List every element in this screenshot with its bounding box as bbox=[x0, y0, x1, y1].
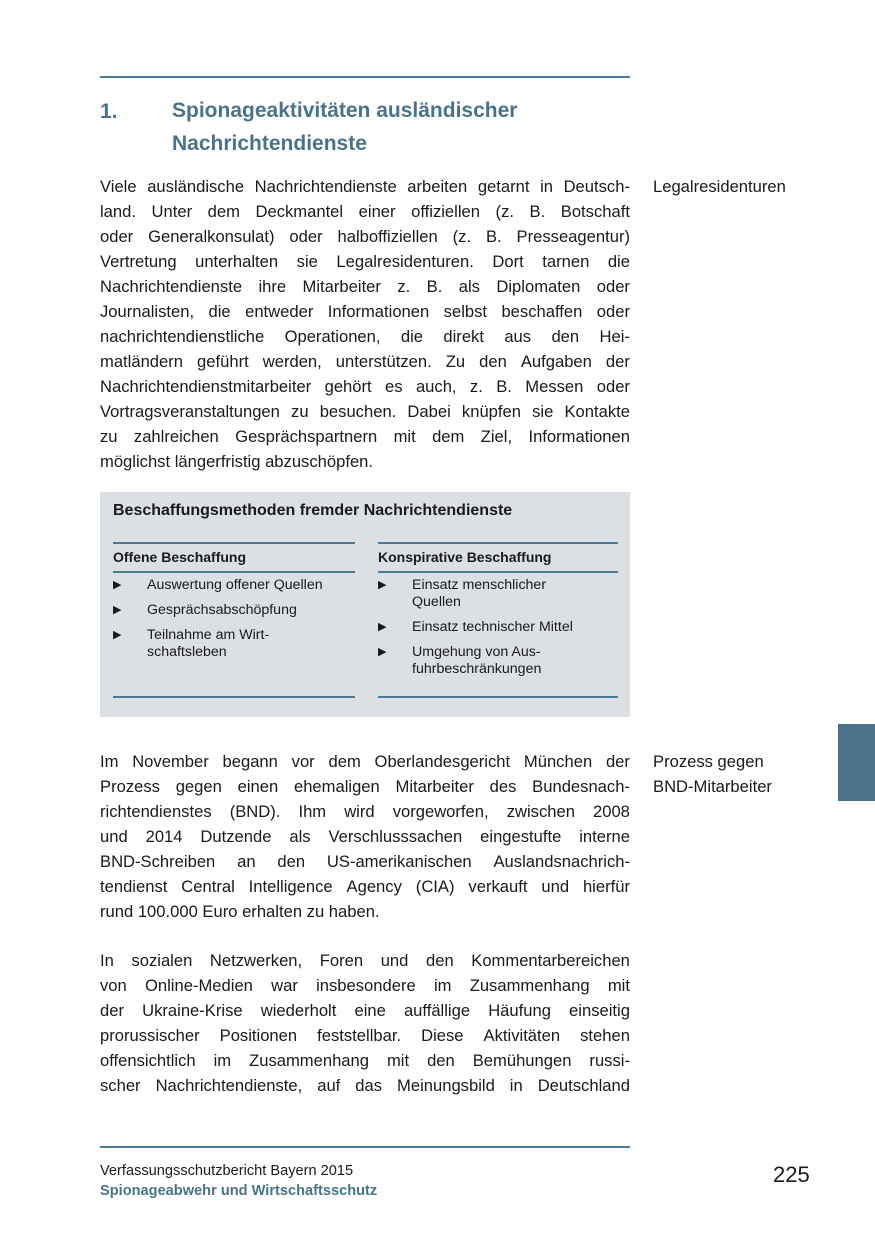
column-rule bbox=[378, 696, 618, 698]
margin-note-line: BND-Mitarbeiter bbox=[653, 777, 772, 796]
triangle-bullet-icon: ▶ bbox=[378, 646, 387, 658]
triangle-bullet-icon: ▶ bbox=[378, 621, 387, 633]
column-covert-procurement bbox=[378, 542, 618, 698]
triangle-bullet-icon: ▶ bbox=[113, 629, 122, 641]
text-line: Nachrichtendienstmitarbeiter gehört es auch, z. B. Messen oder bbox=[100, 377, 630, 396]
text-line: nachrichtendienstliche Operationen, die direkt aus den Hei- bbox=[100, 327, 630, 346]
column-heading: Konspirative Beschaffung bbox=[378, 549, 552, 565]
text-line: Prozess gegen einen ehemaligen Mitarbeiter des Bundesnach- bbox=[100, 777, 630, 796]
bullet-list bbox=[113, 577, 355, 669]
info-box-beschaffungsmethoden bbox=[100, 492, 630, 717]
list-item bbox=[378, 644, 618, 678]
list-item-text: Auswertung offener Quellen bbox=[147, 577, 323, 593]
text-line: BND-Schreiben an den US-amerikanischen Auslandsnachrich- bbox=[100, 852, 630, 871]
text-line: Vertretung unterhalten sie Legalresidenturen. Dort tarnen die bbox=[100, 252, 630, 271]
paragraph-legalresidenturen bbox=[100, 174, 630, 474]
text-line: und 2014 Dutzende als Verschlusssachen eingestufte interne bbox=[100, 827, 630, 846]
section-title-line: Spionageaktivitäten ausländischer bbox=[172, 99, 518, 122]
header-rule bbox=[100, 76, 630, 78]
list-item-text: Gesprächsabschöpfung bbox=[147, 602, 297, 618]
list-item bbox=[113, 627, 355, 661]
text-line: oder Generalkonsulat) oder halboffiziellen (z. B. Presseagentur) bbox=[100, 227, 630, 246]
text-line: Im November begann vor dem Oberlandesgericht München der bbox=[100, 752, 630, 771]
list-item-text: Quellen bbox=[412, 594, 461, 610]
text-line: von Online-Medien war insbesondere im Zusammenhang mit bbox=[100, 976, 630, 995]
triangle-bullet-icon: ▶ bbox=[378, 579, 387, 591]
list-item-text: schaftsleben bbox=[147, 644, 227, 660]
list-item-text: Teilnahme am Wirt- bbox=[147, 627, 270, 643]
list-item-text: fuhrbeschränkungen bbox=[412, 661, 542, 677]
info-box-title: Beschaffungsmethoden fremder Nachrichtendienste bbox=[113, 502, 513, 519]
margin-note-line: Prozess gegen bbox=[653, 752, 764, 771]
footer-report-title: Verfassungsschutzbericht Bayern 2015 bbox=[100, 1163, 354, 1179]
list-item-text: Umgehung von Aus- bbox=[412, 644, 541, 660]
section-title bbox=[172, 94, 612, 160]
column-heading: Offene Beschaffung bbox=[113, 549, 247, 565]
list-item bbox=[113, 577, 355, 594]
column-rule bbox=[113, 571, 355, 573]
text-line: Vortragsveranstaltungen zu besuchen. Dabei knüpfen sie Kontakte bbox=[100, 402, 630, 421]
text-line: möglichst längerfristig abzuschöpfen. bbox=[100, 452, 374, 471]
column-rule bbox=[378, 542, 618, 544]
triangle-bullet-icon: ▶ bbox=[113, 604, 122, 616]
list-item bbox=[378, 619, 618, 636]
text-line: land. Unter dem Deckmantel einer offiziellen (z. B. Botschaft bbox=[100, 202, 630, 221]
section-title-line: Nachrichtendienste bbox=[172, 132, 367, 155]
text-line: Nachrichtendienste ihre Mitarbeiter z. B. als Diplomaten oder bbox=[100, 277, 630, 296]
footer-chapter-title: Spionageabwehr und Wirtschaftsschutz bbox=[100, 1183, 378, 1199]
paragraph-bnd-process bbox=[100, 749, 630, 924]
text-line: der Ukraine-Krise wiederholt eine auffällige Häufung einseitig bbox=[100, 1001, 630, 1020]
text-line: scher Nachrichtendienste, auf das Meinungsbild in Deutschland bbox=[100, 1076, 630, 1095]
section-number: 1. bbox=[100, 100, 118, 123]
text-line: offensichtlich im Zusammenhang mit den Bemühungen russi- bbox=[100, 1051, 630, 1070]
text-line: tendienst Central Intelligence Agency (CIA) verkauft und hierfür bbox=[100, 877, 630, 896]
column-rule bbox=[113, 696, 355, 698]
text-line: Journalisten, die entweder Informationen selbst beschaffen oder bbox=[100, 302, 630, 321]
margin-note-legalresidenturen: Legalresidenturen bbox=[653, 177, 786, 196]
text-line: richtendienstes (BND). Ihm wird vorgeworfen, zwischen 2008 bbox=[100, 802, 630, 821]
page-number: 225 bbox=[773, 1162, 810, 1187]
list-item-text: Einsatz technischer Mittel bbox=[412, 619, 573, 635]
text-line: prorussischer Positionen feststellbar. Diese Aktivitäten stehen bbox=[100, 1026, 630, 1045]
paragraph-social-networks bbox=[100, 948, 630, 1098]
list-item bbox=[113, 602, 355, 619]
text-line: matländern geführt werden, unterstützen. Zu den Aufgaben der bbox=[100, 352, 630, 371]
chapter-side-tab bbox=[838, 724, 875, 801]
bullet-list bbox=[378, 577, 618, 686]
margin-note-bnd bbox=[653, 749, 853, 799]
text-line: rund 100.000 Euro erhalten zu haben. bbox=[100, 902, 380, 921]
text-line: Viele ausländische Nachrichtendienste arbeiten getarnt in Deutsch- bbox=[100, 177, 630, 196]
text-line: In sozialen Netzwerken, Foren und den Kommentarbereichen bbox=[100, 951, 630, 970]
triangle-bullet-icon: ▶ bbox=[113, 579, 122, 591]
column-open-procurement bbox=[113, 542, 355, 698]
list-item-text: Einsatz menschlicher bbox=[412, 577, 547, 593]
list-item bbox=[378, 577, 618, 611]
footer-rule bbox=[100, 1146, 630, 1148]
text-line: zu zahlreichen Gesprächspartnern mit dem Ziel, Informationen bbox=[100, 427, 630, 446]
column-rule bbox=[113, 542, 355, 544]
column-rule bbox=[378, 571, 618, 573]
